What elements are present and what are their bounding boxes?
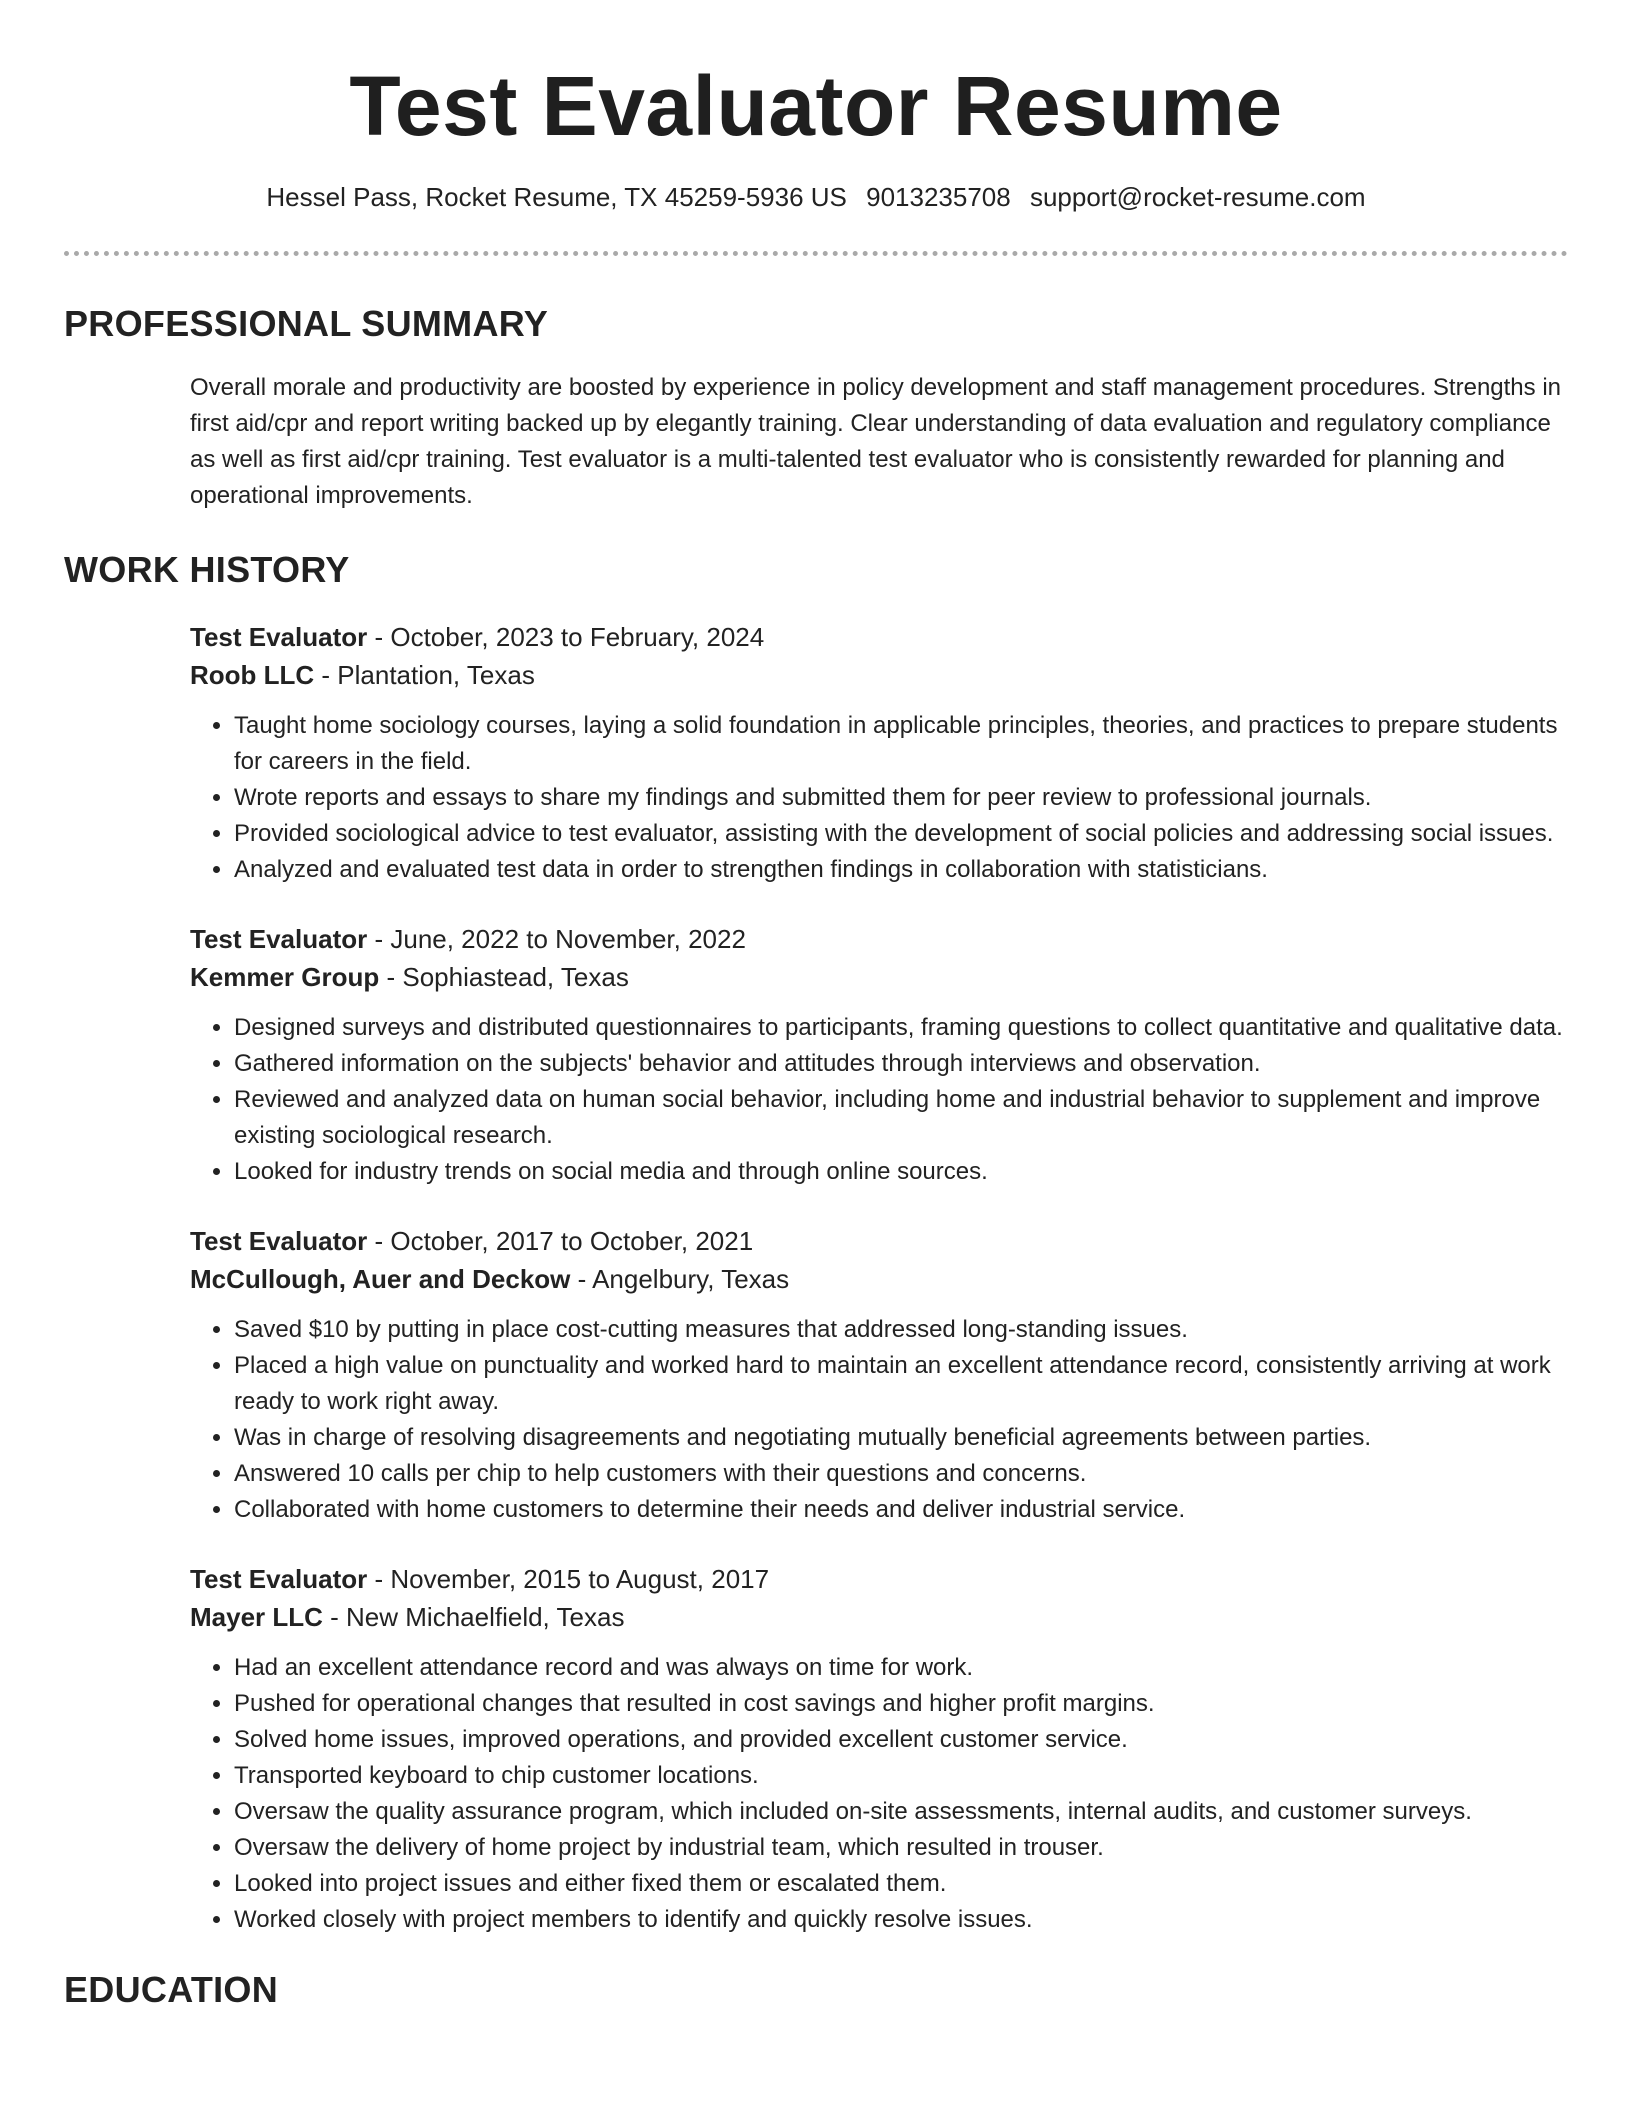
contact-line <box>64 180 1568 214</box>
job-bullet-list <box>190 1010 1568 1190</box>
education-section <box>64 1968 1568 2012</box>
job-entry <box>190 920 1568 1190</box>
job-location: - Plantation, Texas <box>314 660 535 690</box>
job-bullet: • Wrote reports and essays to share my findings and submitted them for peer review to professional journals. <box>234 780 1568 816</box>
job-company-line <box>190 958 1568 996</box>
contact-email: support@rocket-resume.com <box>1029 182 1366 212</box>
job-dates: - October, 2017 to October, 2021 <box>367 1226 754 1256</box>
job-role: Test Evaluator <box>190 622 368 652</box>
job-title-line <box>190 618 1568 656</box>
job-company-line <box>190 1260 1568 1298</box>
job-bullet: • Taught home sociology courses, laying a solid foundation in applicable principles, theories, and practices to prepare students for careers in the field. <box>234 708 1568 780</box>
job-bullet: • Was in charge of resolving disagreements and negotiating mutually beneficial agreements between parties. <box>234 1420 1568 1456</box>
job-role: Test Evaluator <box>190 1226 368 1256</box>
job-title-line <box>190 920 1568 958</box>
summary-heading: PROFESSIONAL SUMMARY <box>64 303 549 344</box>
job-list <box>64 618 1568 1938</box>
job-bullet: • Looked into project issues and either fixed them or escalated them. <box>234 1866 1568 1902</box>
job-location: - Sophiastead, Texas <box>379 962 629 992</box>
job-company-line <box>190 1598 1568 1636</box>
contact-address: Hessel Pass, Rocket Resume, TX 45259-5936 US <box>266 182 847 212</box>
summary-text: Overall morale and productivity are boosted by experience in policy development and staff management procedures. Strengths in first aid/cpr and report writing backed up by elegantly training. Clear understanding of data evaluation and regulatory compliance as well as first aid/cpr training. Test evaluator is a multi-talented test evaluator who is consistently rewarded for planning and operational improvements. <box>190 374 1561 509</box>
work-history-heading: WORK HISTORY <box>64 549 350 590</box>
job-company: Mayer LLC <box>190 1602 323 1632</box>
contact-phone: 9013235708 <box>866 182 1011 212</box>
job-bullet: • Transported keyboard to chip customer locations. <box>234 1758 1568 1794</box>
job-company-line <box>190 656 1568 694</box>
job-bullet: • Had an excellent attendance record and was always on time for work. <box>234 1650 1568 1686</box>
job-company: Kemmer Group <box>190 962 380 992</box>
work-history-section <box>64 548 1568 1938</box>
job-location: - Angelbury, Texas <box>570 1264 790 1294</box>
job-bullet: • Collaborated with home customers to determine their needs and deliver industrial service. <box>234 1492 1568 1528</box>
job-bullet: • Reviewed and analyzed data on human social behavior, including home and industrial behavior to supplement and improve existing sociological research. <box>234 1082 1568 1154</box>
job-bullet: • Placed a high value on punctuality and worked hard to maintain an excellent attendance record, consistently arriving at work ready to work right away. <box>234 1348 1568 1420</box>
job-bullet-list <box>190 708 1568 888</box>
job-entry <box>190 1560 1568 1938</box>
job-bullet: • Worked closely with project members to identify and quickly resolve issues. <box>234 1902 1568 1938</box>
job-bullet: • Gathered information on the subjects' behavior and attitudes through interviews and observation. <box>234 1046 1568 1082</box>
job-bullet: • Answered 10 calls per chip to help customers with their questions and concerns. <box>234 1456 1568 1492</box>
job-dates: - October, 2023 to February, 2024 <box>367 622 765 652</box>
job-title-line <box>190 1222 1568 1260</box>
job-bullet: • Looked for industry trends on social media and through online sources. <box>234 1154 1568 1190</box>
job-bullet: • Pushed for operational changes that resulted in cost savings and higher profit margins. <box>234 1686 1568 1722</box>
education-heading: EDUCATION <box>64 1969 279 2010</box>
job-bullet: • Provided sociological advice to test evaluator, assisting with the development of social policies and addressing social issues. <box>234 816 1568 852</box>
job-bullet: • Oversaw the delivery of home project by industrial team, which resulted in trouser. <box>234 1830 1568 1866</box>
job-bullet-list <box>190 1312 1568 1528</box>
job-bullet: • Solved home issues, improved operations, and provided excellent customer service. <box>234 1722 1568 1758</box>
job-entry <box>190 618 1568 888</box>
job-role: Test Evaluator <box>190 1564 368 1594</box>
job-bullet: • Saved $10 by putting in place cost-cutting measures that addressed long-standing issues. <box>234 1312 1568 1348</box>
job-title-line <box>190 1560 1568 1598</box>
job-bullet-list <box>190 1650 1568 1938</box>
summary-section <box>64 302 1568 514</box>
header-divider <box>64 251 1568 256</box>
job-bullet: • Oversaw the quality assurance program, which included on-site assessments, internal audits, and customer surveys. <box>234 1794 1568 1830</box>
job-role: Test Evaluator <box>190 924 368 954</box>
job-bullet: • Analyzed and evaluated test data in order to strengthen findings in collaboration with statisticians. <box>234 852 1568 888</box>
job-bullet: • Designed surveys and distributed questionnaires to participants, framing questions to collect quantitative and qualitative data. <box>234 1010 1568 1046</box>
job-company: McCullough, Auer and Deckow <box>190 1264 571 1294</box>
job-entry <box>190 1222 1568 1528</box>
job-dates: - November, 2015 to August, 2017 <box>367 1564 770 1594</box>
job-location: - New Michaelfield, Texas <box>322 1602 625 1632</box>
resume-name: Test Evaluator Resume <box>349 59 1283 153</box>
job-company: Roob LLC <box>190 660 315 690</box>
job-dates: - June, 2022 to November, 2022 <box>367 924 746 954</box>
